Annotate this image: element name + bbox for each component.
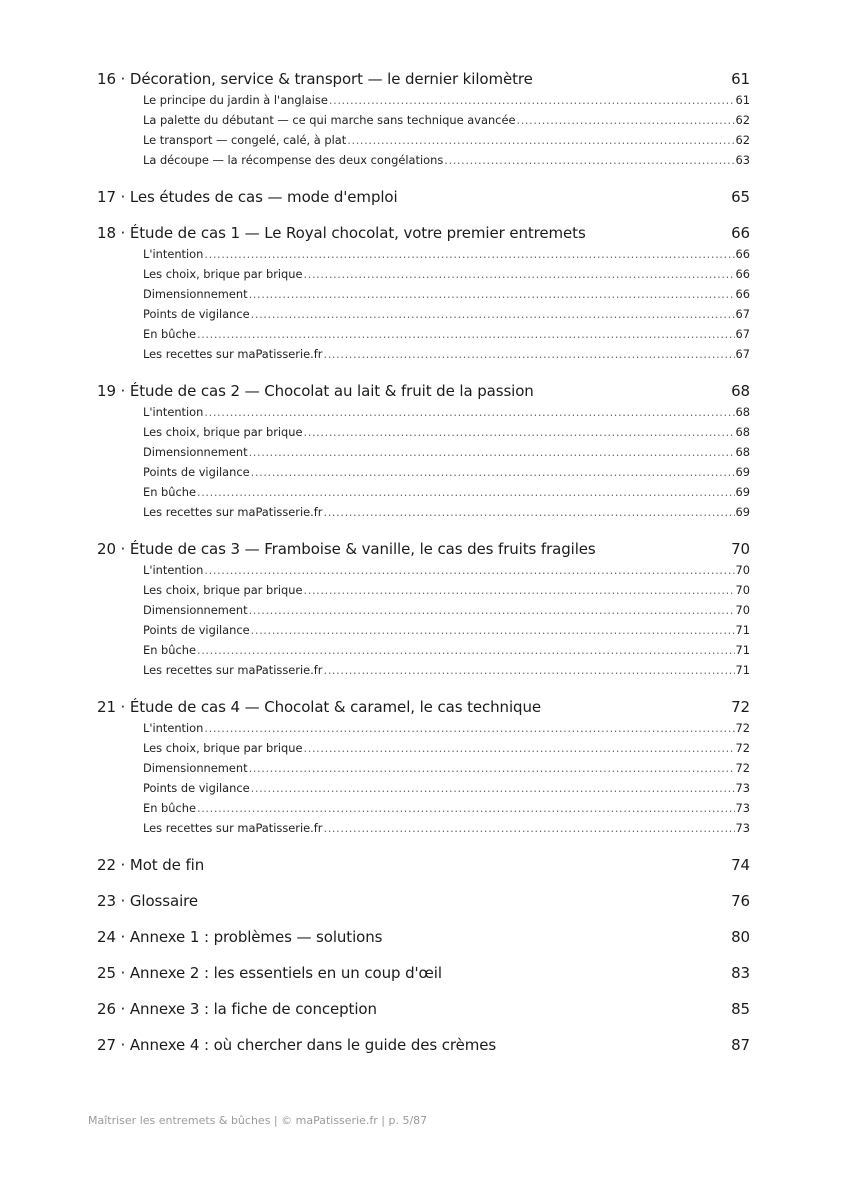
toc-section-row[interactable] (143, 485, 750, 505)
toc-chapter (97, 892, 750, 914)
toc-section-list (97, 247, 750, 367)
toc-chapter-page-number: 76 (731, 892, 750, 910)
toc-section-row[interactable] (143, 133, 750, 153)
toc-section-row[interactable] (143, 153, 750, 173)
toc-section-page-number: 70 (735, 603, 750, 617)
toc-section-title: Les recettes sur maPatisserie.fr (143, 505, 323, 519)
toc-section-row[interactable] (143, 505, 750, 525)
toc-chapter-page-number: 65 (731, 188, 750, 206)
toc-section-page-number: 69 (735, 485, 750, 499)
dot-leader (251, 465, 735, 479)
toc-section-title: En bûche (143, 485, 196, 499)
toc-section-title: Les recettes sur maPatisserie.fr (143, 663, 323, 677)
toc-section-title: Le principe du jardin à l'anglaise (143, 93, 328, 107)
toc-section-page-number: 68 (735, 445, 750, 459)
toc-section-row[interactable] (143, 465, 750, 485)
toc-chapter-title: 23 · Glossaire (97, 892, 199, 910)
dot-leader (197, 327, 735, 341)
dot-leader (323, 347, 734, 361)
toc-chapter-page-number: 72 (731, 698, 750, 716)
toc-section-title: Les recettes sur maPatisserie.fr (143, 347, 323, 361)
toc-chapter-title: 18 · Étude de cas 1 — Le Royal chocolat, votre premier entremets (97, 224, 586, 242)
toc-section-title: La palette du débutant — ce qui marche sans technique avancée (143, 113, 516, 127)
dot-leader (251, 781, 735, 795)
toc-chapter (97, 698, 750, 841)
toc-section-title: En bûche (143, 643, 196, 657)
toc-section-page-number: 69 (735, 505, 750, 519)
toc-section-page-number: 62 (735, 133, 750, 147)
toc-section-title: Points de vigilance (143, 781, 250, 795)
toc-section-row[interactable] (143, 563, 750, 583)
toc-chapter-page-number: 80 (731, 928, 750, 946)
dot-leader (304, 267, 735, 281)
toc-section-row[interactable] (143, 781, 750, 801)
toc-chapter-row[interactable] (97, 856, 750, 878)
toc-section-title: Points de vigilance (143, 307, 250, 321)
toc-chapter-page-number: 70 (731, 540, 750, 558)
toc-section-page-number: 71 (735, 643, 750, 657)
toc-section-page-number: 68 (735, 425, 750, 439)
dot-leader (304, 425, 735, 439)
toc-section-page-number: 73 (735, 801, 750, 815)
dot-leader (323, 821, 734, 835)
dot-leader (249, 445, 735, 459)
toc-section-list (97, 563, 750, 683)
toc-chapter-title: 26 · Annexe 3 : la fiche de conception (97, 1000, 377, 1018)
dot-leader (329, 93, 735, 107)
toc-section-row[interactable] (143, 307, 750, 327)
dot-leader (304, 741, 735, 755)
toc-section-row[interactable] (143, 721, 750, 741)
toc-section-page-number: 61 (735, 93, 750, 107)
toc-section-page-number: 68 (735, 405, 750, 419)
dot-leader (347, 133, 734, 147)
toc-section-page-number: 66 (735, 247, 750, 261)
toc-section-page-number: 73 (735, 781, 750, 795)
toc-chapter (97, 224, 750, 367)
dot-leader (204, 721, 734, 735)
toc-chapter-page-number: 61 (731, 70, 750, 88)
toc-chapter-row[interactable] (97, 540, 750, 562)
dot-leader (197, 643, 735, 657)
toc-chapter-page-number: 87 (731, 1036, 750, 1054)
toc-chapter (97, 540, 750, 683)
toc-section-page-number: 71 (735, 623, 750, 637)
toc-section-title: L'intention (143, 721, 204, 735)
toc-section-row[interactable] (143, 741, 750, 761)
toc-section-title: Dimensionnement (143, 287, 248, 301)
toc-section-page-number: 63 (735, 153, 750, 167)
toc-section-title: La découpe — la récompense des deux congélations (143, 153, 444, 167)
toc-chapter (97, 188, 750, 210)
toc-section-row[interactable] (143, 347, 750, 367)
dot-leader (304, 583, 735, 597)
toc-section-row[interactable] (143, 267, 750, 287)
toc-section-page-number: 72 (735, 741, 750, 755)
dot-leader (251, 307, 735, 321)
toc-section-row[interactable] (143, 603, 750, 623)
toc-section-row[interactable] (143, 405, 750, 425)
dot-leader (204, 405, 734, 419)
toc-section-title: L'intention (143, 247, 204, 261)
toc-section-row[interactable] (143, 247, 750, 267)
toc-section-page-number: 67 (735, 307, 750, 321)
toc-chapter-title: 17 · Les études de cas — mode d'emploi (97, 188, 398, 206)
toc-section-title: Les choix, brique par brique (143, 425, 303, 439)
toc-section-list (97, 93, 750, 173)
toc-chapter (97, 1036, 750, 1058)
dot-leader (197, 801, 735, 815)
dot-leader (204, 247, 734, 261)
dot-leader (204, 563, 734, 577)
toc-section-page-number: 72 (735, 721, 750, 735)
toc-section-row[interactable] (143, 623, 750, 643)
toc-section-page-number: 62 (735, 113, 750, 127)
toc-chapter-title: 16 · Décoration, service & transport — le dernier kilomètre (97, 70, 533, 88)
toc-chapter-page-number: 68 (731, 382, 750, 400)
toc-section-row[interactable] (143, 425, 750, 445)
toc-section-title: Points de vigilance (143, 623, 250, 637)
toc-chapter-title: 21 · Étude de cas 4 — Chocolat & caramel, le cas technique (97, 698, 541, 716)
toc-chapter-row[interactable] (97, 928, 750, 950)
toc-section-page-number: 69 (735, 465, 750, 479)
dot-leader (323, 663, 734, 677)
toc-section-title: L'intention (143, 405, 204, 419)
toc-section-row[interactable] (143, 287, 750, 307)
toc-chapter-title: 20 · Étude de cas 3 — Framboise & vanille, le cas des fruits fragiles (97, 540, 596, 558)
toc-section-title: Les choix, brique par brique (143, 267, 303, 281)
toc-section-title: Les choix, brique par brique (143, 741, 303, 755)
toc-chapter-row[interactable] (97, 1036, 750, 1058)
dot-leader (251, 623, 735, 637)
toc-chapter-page-number: 66 (731, 224, 750, 242)
toc-chapter-row[interactable] (97, 188, 750, 210)
toc-section-title: Les recettes sur maPatisserie.fr (143, 821, 323, 835)
toc-chapter-row[interactable] (97, 698, 750, 720)
toc-chapter-title: 27 · Annexe 4 : où chercher dans le guide des crèmes (97, 1036, 497, 1054)
toc-chapter-row[interactable] (97, 964, 750, 986)
toc-section-page-number: 67 (735, 347, 750, 361)
table-of-contents (97, 70, 750, 1058)
toc-section-page-number: 67 (735, 327, 750, 341)
toc-chapter-page-number: 85 (731, 1000, 750, 1018)
toc-section-row[interactable] (143, 761, 750, 781)
toc-section-page-number: 66 (735, 267, 750, 281)
toc-section-title: Dimensionnement (143, 761, 248, 775)
toc-chapter-title: 24 · Annexe 1 : problèmes — solutions (97, 928, 383, 946)
dot-leader (516, 113, 734, 127)
toc-section-title: L'intention (143, 563, 204, 577)
toc-section-title: Dimensionnement (143, 445, 248, 459)
toc-section-title: Les choix, brique par brique (143, 583, 303, 597)
dot-leader (249, 287, 735, 301)
toc-chapter-title: 22 · Mot de fin (97, 856, 205, 874)
toc-section-page-number: 73 (735, 821, 750, 835)
toc-section-title: Points de vigilance (143, 465, 250, 479)
toc-section-row[interactable] (143, 643, 750, 663)
toc-section-row[interactable] (143, 583, 750, 603)
toc-section-title: En bûche (143, 327, 196, 341)
dot-leader (249, 603, 735, 617)
toc-section-row[interactable] (143, 801, 750, 821)
dot-leader (323, 505, 734, 519)
toc-chapter-row[interactable] (97, 1000, 750, 1022)
toc-section-row[interactable] (143, 113, 750, 133)
dot-leader (249, 761, 735, 775)
toc-chapter (97, 382, 750, 525)
toc-chapter-title: 19 · Étude de cas 2 — Chocolat au lait & fruit de la passion (97, 382, 534, 400)
toc-section-row[interactable] (143, 821, 750, 841)
toc-section-list (97, 721, 750, 841)
toc-chapter (97, 70, 750, 173)
toc-section-row[interactable] (143, 663, 750, 683)
toc-chapter (97, 1000, 750, 1022)
toc-section-title: Dimensionnement (143, 603, 248, 617)
dot-leader (197, 485, 735, 499)
toc-section-page-number: 66 (735, 287, 750, 301)
dot-leader (444, 153, 734, 167)
toc-chapter-row[interactable] (97, 892, 750, 914)
toc-section-title: Le transport — congelé, calé, à plat (143, 133, 347, 147)
toc-chapter-row[interactable] (97, 70, 750, 92)
toc-section-row[interactable] (143, 445, 750, 465)
toc-section-page-number: 72 (735, 761, 750, 775)
toc-section-page-number: 71 (735, 663, 750, 677)
toc-chapter (97, 856, 750, 878)
toc-section-title: En bûche (143, 801, 196, 815)
toc-chapter-page-number: 83 (731, 964, 750, 982)
toc-chapter-page-number: 74 (731, 856, 750, 874)
page-footer: Maîtriser les entremets & bûches | © maPatisserie.fr | p. 5/87 (88, 1114, 428, 1127)
toc-chapter (97, 964, 750, 986)
toc-chapter (97, 928, 750, 950)
toc-section-page-number: 70 (735, 583, 750, 597)
toc-section-row[interactable] (143, 93, 750, 113)
toc-chapter-row[interactable] (97, 382, 750, 404)
toc-section-row[interactable] (143, 327, 750, 347)
toc-section-page-number: 70 (735, 563, 750, 577)
toc-section-list (97, 405, 750, 525)
toc-chapter-row[interactable] (97, 224, 750, 246)
toc-chapter-title: 25 · Annexe 2 : les essentiels en un coup d'œil (97, 964, 442, 982)
